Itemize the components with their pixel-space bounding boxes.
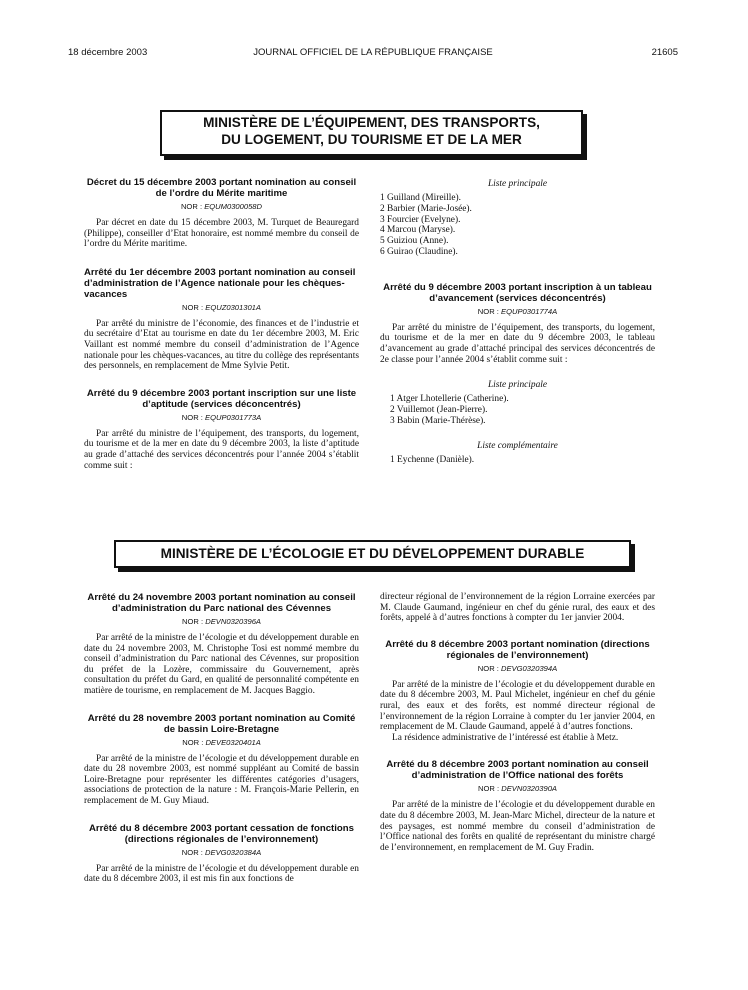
nor-code: EQUP0301773A [205,412,262,422]
list-item: 3 Fourcier (Evelyne). [380,214,461,225]
nor-reference [380,784,655,793]
list-item: 5 Guiziou (Anne). [380,236,449,247]
article-text: Par arrêté de la ministre de l’écologie et du développement durable en date du 24 novembre 2003, M. Christophe Tosi est nommé membre du conseil d’administration du Parc national des Cévennes, sur proposition du préfet de la Lozère, commissaire du Gouvernement, après consultation du préfet du Gard, en qualité de personnalité compétente en matière de tourisme, en remplacement de M. Jacques Baggio. [84,633,359,696]
section2-right-column [380,592,655,853]
article-text: Par arrêté du ministre de l’équipement, des transports, du logement, du tourisme et de la mer en date du 9 décembre 2003, le tableau d’avancement au grade d’attaché principal des services déconcentrés de 2e classe pour l’année 2004 s’établit comme suit : [380,322,655,365]
issue-date: 18 décembre 2003 [68,47,148,58]
nor-reference [84,848,359,857]
list-item: 3 Babin (Marie-Thérèse). [390,415,486,426]
nor-code: DEVG0320394A [501,663,558,673]
article-text: La résidence administrative de l’intéressé est établie à Metz. [392,732,619,743]
list-item: 4 Marcou (Maryse). [380,225,456,236]
section2-left-column [84,592,359,885]
nor-code: DEVN0320396A [205,617,261,626]
article [380,759,655,853]
article-title: Arrêté du 9 décembre 2003 portant inscription sur une liste d’aptitude (services déconcentrés) [86,387,357,410]
nor-reference [84,202,359,211]
ministry-heading-equipement [160,110,583,156]
article-title: Arrêté du 1er décembre 2003 portant nomination au conseil d’administration de l’Agence nationale pour les chèques-vacances [84,266,356,300]
article-text: Par décret en date du 15 décembre 2003, M. Turquet de Beauregard (Philippe), conseiller d’Etat honoraire, est nommé membre du conseil de l’ordre du Mérite maritime. [84,218,359,250]
ministry-heading-line: DU LOGEMENT, DU TOURISME ET DE LA MER [221,132,522,147]
nor-reference [84,303,359,312]
nor-label: NOR : [182,737,204,747]
article-title: Arrêté du 24 novembre 2003 portant nomination au conseil d’administration du Parc national des Cévennes [87,592,356,614]
section1-right-column [380,179,655,465]
name-list [380,394,655,426]
nor-label: NOR : [477,663,499,673]
nor-reference [84,617,359,626]
article-text: Par arrêté de la ministre de l’écologie et du développement durable en date du 8 décembre 2003, M. Jean-Marc Michel, directeur de la nature et des paysages, est nommé membre du conseil d’administration de l’Office national des forêts en qualité de représentant du ministre chargé de l’environnement, en remplacement de M. Guy Fradin. [380,800,655,853]
article-title: Arrêté du 28 novembre 2003 portant nomination au Comité de bassin Loire-Bretagne [87,712,356,735]
nor-code: DEVE0320401A [205,737,261,747]
article-title: Décret du 15 décembre 2003 portant nomination au conseil de l’ordre du Mérite maritime [86,177,357,199]
article [84,823,359,885]
list-item: 1 Eychenne (Danièle). [390,454,475,465]
article-text-continued: directeur régional de l’environnement de la région Lorraine exercées par M. Claude Gaumand, ingénieur en chef du génie rural, des eaux et des forêts, appelé à d’autres fonctions à compter du 1er janvier 2004. [380,592,655,624]
journal-title: JOURNAL OFFICIEL DE LA RÉPUBLIQUE FRANÇAISE [253,47,493,58]
nor-code: EQUM0300058D [204,202,263,211]
article [380,639,655,744]
name-list [380,455,655,466]
nor-code: EQUZ0301301A [205,302,261,312]
article [84,267,359,372]
list-title: Liste principale [487,380,548,391]
article [84,388,359,471]
list-item: 2 Vuillemot (Jean-Pierre). [390,404,488,415]
list-item: 1 Guilland (Mireille). [380,193,461,203]
ministry-heading-ecologie [114,540,631,568]
nor-label: NOR : [477,306,499,316]
article-text: Par arrêté de la ministre de l’écologie et du développement durable en date du 8 décembre 2003, M. Paul Michelet, ingénieur en chef du génie rural, des eaux et des forêts, est nommé directeur régional de l’environnement de la région Lorraine à compter du 1er janvier 2004, en remplacement de M. Claude Gaumand, appelé à d’autres fonctions. [380,679,655,733]
nor-label: NOR : [181,847,203,857]
nor-reference [84,413,359,422]
ministry-heading-line: MINISTÈRE DE L’ÉCOLOGIE ET DU DÉVELOPPEMENT DURABLE [160,546,585,561]
nor-code: DEVG0320384A [205,847,262,857]
article [84,177,359,250]
article-text: Par arrêté du ministre de l’économie, des finances et de l’industrie et du secrétaire d’Etat au tourisme en date du 1er décembre 2003, M. Eric Vaillant est nommé membre du conseil d’administration de l’Agence nationale pour les chèques-vacances, au titre du collège des représentants des personnels, en remplacement de Mme Sylvie Petit. [84,318,359,372]
article-title: Arrêté du 8 décembre 2003 portant nomination au conseil d’administration de l’Office national des forêts [386,759,649,782]
list-item: 2 Barbier (Marie-Josée). [380,203,472,214]
article-text: Par arrêté de la ministre de l’écologie et du développement durable en date du 28 novembre 2003, est nommé suppléant au Comité de bassin Loire-Bretagne pour représenter les différentes catégories d’usagers, associations de protection de la nature : M. François-Marie Pellerin, en remplacement de M. Guy Miaud. [84,753,359,806]
nor-code: EQUP0301774A [501,306,558,316]
article [380,282,655,365]
article-text: Par arrêté de la ministre de l’écologie et du développement durable en date du 8 décembre 2003, il est mis fin aux fonctions de [84,863,359,885]
article-title: Arrêté du 8 décembre 2003 portant cessation de fonctions (directions régionales de l’environnement) [89,822,354,845]
list-title: Liste principale [487,179,548,189]
list-item: 6 Guirao (Claudine). [380,246,458,257]
nor-label: NOR : [478,784,500,794]
name-list [380,193,655,258]
nor-label: NOR : [180,202,203,211]
list-item: 1 Atger Lhotellerie (Catherine). [390,394,509,405]
article-text: Par arrêté du ministre de l’équipement, des transports, du logement, du tourisme et de la mer en date du 9 décembre 2003, la liste d’aptitude au grade d’attaché des services déconcentrés pour l’année 2004 s’établit comme suit : [84,428,359,471]
nor-reference [380,307,655,316]
article-title: Arrêté du 9 décembre 2003 portant inscription à un tableau d’avancement (services déconcentrés) [383,281,652,304]
list-title: Liste complémentaire [477,440,558,451]
section1-left-column [84,177,359,471]
page-number: 21605 [651,47,678,58]
nor-code: DEVN0320390A [501,784,557,794]
ministry-heading-line: MINISTÈRE DE L’ÉQUIPEMENT, DES TRANSPORTS, [203,115,540,130]
nor-label: NOR : [182,302,204,312]
article [84,592,359,697]
nor-reference [84,738,359,747]
article [84,713,359,807]
nor-label: NOR : [181,412,203,422]
article-title: Arrêté du 8 décembre 2003 portant nomination (directions régionales de l’environnement) [385,638,650,661]
nor-label: NOR : [182,617,204,626]
nor-reference [380,664,655,673]
